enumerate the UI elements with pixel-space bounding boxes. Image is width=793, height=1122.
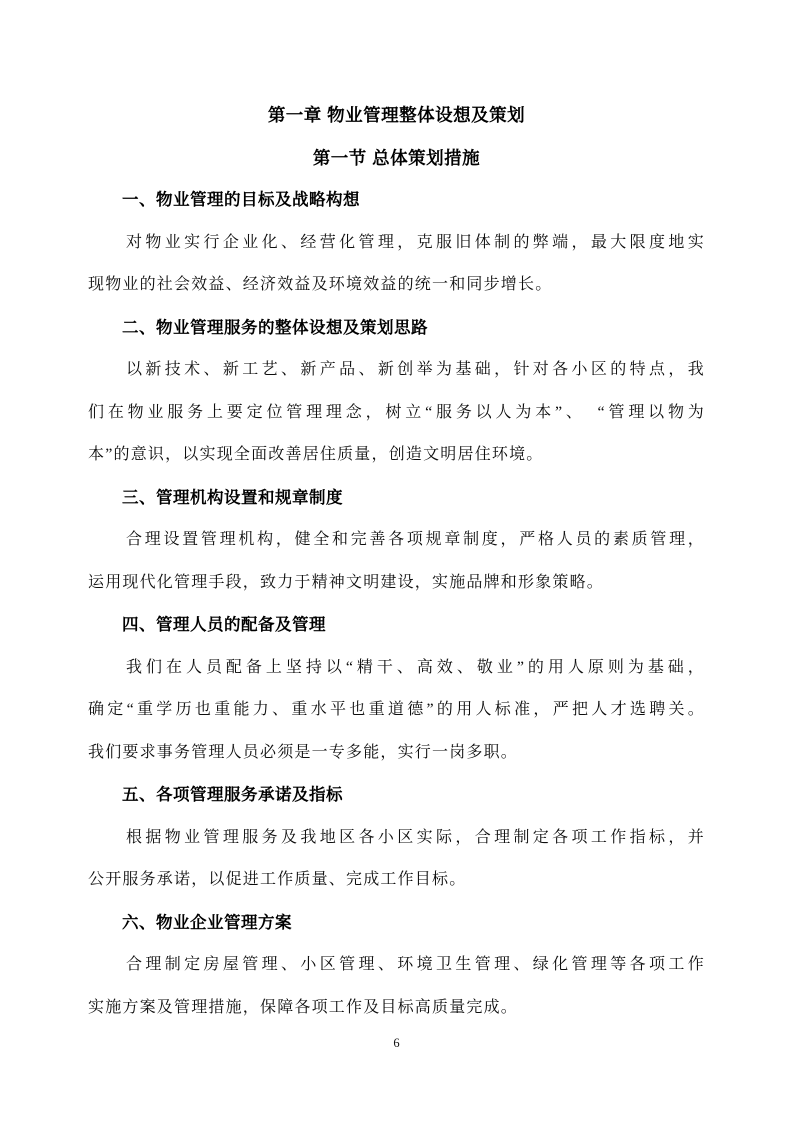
paragraph-line: 现物业的社会效益、经济效益及环境效益的统一和同步增长。	[88, 276, 553, 293]
paragraph-line: 以新技术、新工艺、新产品、新创举为基础，针对各小区的特点，我	[126, 361, 705, 378]
paragraph-line: 确定“重学历也重能力、重水平也重道德”的用人标准，严把人才选聘关。	[88, 701, 705, 718]
section-title: 第一节 总体策划措施	[312, 147, 481, 168]
page-number: 6	[393, 1036, 400, 1050]
chapter-title: 第一章 物业管理整体设想及策划	[267, 105, 526, 125]
paragraph	[88, 349, 705, 477]
paragraph-line: 根据物业管理服务及我地区各小区实际，合理制定各项工作指标，并	[126, 828, 705, 846]
paragraph-line: 公开服务承诺，以促进工作质量、完成工作目标。	[88, 871, 467, 888]
section-heading: 二、物业管理服务的整体设想及策划思路	[122, 318, 428, 337]
paragraph-line: 合理制定房屋管理、小区管理、环境卫生管理、绿化管理等各项工作	[126, 956, 705, 973]
paragraph-line: 合理设置管理机构，健全和完善各项规章制度，严格人员的素质管理，	[126, 531, 705, 548]
paragraph-line: 运用现代化管理手段，致力于精神文明建设，实施品牌和形象策略。	[88, 573, 605, 591]
document-content	[88, 94, 705, 1029]
section-heading: 六、物业企业管理方案	[122, 913, 292, 932]
paragraph-line: 们在物业服务上要定位管理理念，树立“服务以人为本”、 “管理以物为	[88, 403, 705, 421]
section-heading: 三、管理机构设置和规章制度	[122, 488, 343, 507]
paragraph	[88, 519, 705, 604]
paragraph	[88, 817, 705, 902]
section-heading: 一、物业管理的目标及战略构想	[122, 191, 360, 209]
paragraph	[88, 222, 705, 307]
paragraph-line: 实施方案及管理措施，保障各项工作及目标高质量完成。	[88, 998, 519, 1016]
paragraph-line: 我们在人员配备上坚持以“精干、高效、敬业”的用人原则为基础，	[126, 658, 705, 676]
section-heading: 五、各项管理服务承诺及指标	[122, 786, 343, 804]
paragraph	[88, 944, 705, 1029]
section-heading: 四、管理人员的配备及管理	[122, 616, 326, 634]
paragraph-line: 我们要求事务管理人员必须是一专多能，实行一岗多职。	[88, 743, 519, 761]
paragraph-line: 本”的意识，以实现全面改善居住质量，创造文明居住环境。	[88, 446, 544, 463]
paragraph	[88, 647, 705, 775]
paragraph-line: 对物业实行企业化、经营化管理，克服旧体制的弊端，最大限度地实	[126, 233, 705, 251]
document-paragraphs	[88, 179, 705, 1029]
